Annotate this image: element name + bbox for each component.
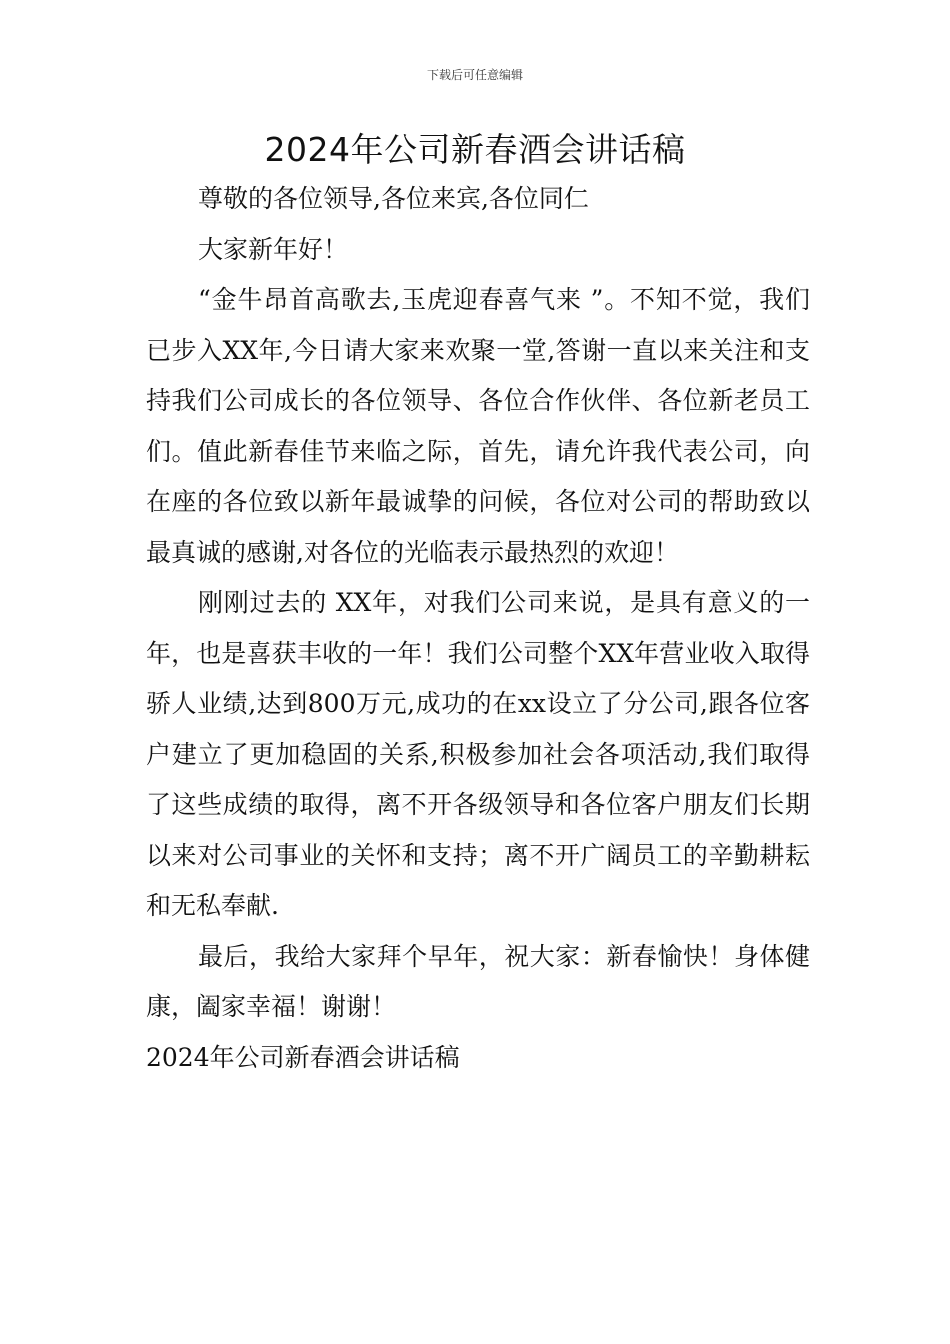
document-title: 2024年公司新春酒会讲话稿 bbox=[264, 130, 686, 169]
body-paragraph-2: 刚刚过去的 XX年，对我们公司来说，是具有意义的一年，也是喜获丰收的一年！我们公司整个XX年营业收入取得骄人业绩,达到800万元,成功的在xx设立了分公司,跟各位客户建立了更加稳固的关系,积极参加社会各项活动,我们取得了这些成绩的取得，离不开各级领导和各位客户朋友们长期以来对公司事业的关怀和支持；离不开广阔员工的辛勤耕耘和无私奉献. bbox=[146, 588, 810, 920]
salutation-paragraph: 尊敬的各位领导,各位来宾,各位同仁 bbox=[198, 184, 589, 213]
greeting-paragraph: 大家新年好！ bbox=[198, 234, 349, 264]
footer-title-line: 2024年公司新春酒会讲话稿 bbox=[146, 1042, 460, 1072]
closing-paragraph: 最后，我给大家拜个早年，祝大家：新春愉快！身体健康，阖家幸福！谢谢！ bbox=[146, 941, 810, 1021]
header-note: 下载后可任意编辑 bbox=[426, 68, 523, 82]
body-paragraph-1: “金牛昂首高歌去,玉虎迎春喜气来 ”。不知不觉，我们已步入XX年,今日请大家来欢聚一堂,答谢一直以来关注和支持我们公司成长的各位领导、各位合作伙伴、各位新老员工们。值此新春佳节来临之际，首先，请允许我代表公司，向在座的各位致以新年最诚挚的问候，各位对公司的帮助致以最真诚的感谢,对各位的光临表示最热烈的欢迎！ bbox=[146, 285, 810, 567]
document-body bbox=[146, 174, 810, 1083]
